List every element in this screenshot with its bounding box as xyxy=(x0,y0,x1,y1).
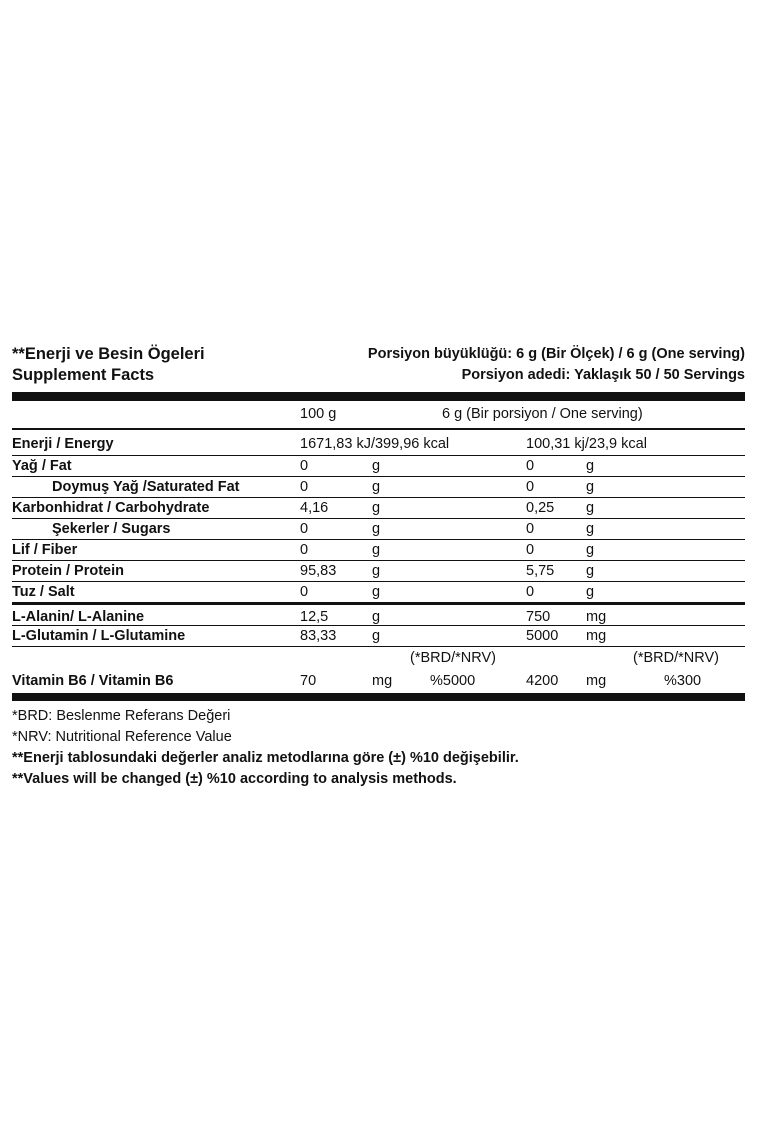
value-100g: 0 xyxy=(300,521,309,537)
nutrient-label: Yağ / Fat xyxy=(12,458,72,474)
nrv-header-serving: (*BRD/*NRV) xyxy=(633,650,719,666)
title-turkish: **Enerji ve Besin Ögeleri xyxy=(12,345,205,363)
nutrient-label: Protein / Protein xyxy=(12,563,124,579)
footnotes xyxy=(12,706,745,790)
serving-size: Porsiyon büyüklüğü: 6 g (Bir Ölçek) / 6 g (One serving) xyxy=(367,346,745,362)
unit-serving: g xyxy=(586,458,595,474)
nutrient-label: L-Glutamin / L-Glutamine xyxy=(12,628,186,644)
servings-per-container: Porsiyon adedi: Yaklaşık 50 / 50 Servings xyxy=(461,367,745,383)
nutrient-label: Lif / Fiber xyxy=(12,542,78,558)
energy-row xyxy=(12,430,745,456)
nutrient-label: Doymuş Yağ /Saturated Fat xyxy=(52,479,240,495)
nutrient-label: L-Alanin/ L-Alanine xyxy=(12,609,145,625)
value-100g: 0 xyxy=(300,458,309,474)
unit-100g: g xyxy=(372,628,381,644)
column-header-per-100g: 100 g xyxy=(300,406,337,422)
value-100g: 0 xyxy=(300,584,309,600)
bottom-divider-bar xyxy=(12,693,745,701)
value-serving: 0 xyxy=(526,458,535,474)
value-serving: 5,75 xyxy=(526,563,555,579)
energy-label: Enerji / Energy xyxy=(12,436,114,452)
column-header-per-serving: 6 g (Bir porsiyon / One serving) xyxy=(442,406,643,422)
value-100g: 4,16 xyxy=(300,500,329,516)
title-english: Supplement Facts xyxy=(12,366,155,384)
nrv-value-serving: %300 xyxy=(664,673,702,689)
value-serving: 0 xyxy=(526,521,535,537)
nrv-header-100g: (*BRD/*NRV) xyxy=(410,650,496,666)
header-titles xyxy=(12,344,205,386)
nutrient-row-fat xyxy=(12,456,745,477)
footnote-energy-tr: **Enerji tablosundaki değerler analiz metodlarına göre (±) %10 değişebilir. xyxy=(12,750,519,766)
unit-100g: g xyxy=(372,609,381,625)
value-serving: 0 xyxy=(526,584,535,600)
nutrient-row-fiber xyxy=(12,540,745,561)
unit-serving: mg xyxy=(586,609,607,625)
footnote-nrv: *NRV: Nutritional Reference Value xyxy=(12,729,232,745)
amino-row-alanine xyxy=(12,605,745,626)
amino-row-glutamine xyxy=(12,626,745,647)
energy-value-100g: 1671,83 kJ/399,96 kcal xyxy=(300,436,450,452)
vitamin-label: Vitamin B6 / Vitamin B6 xyxy=(12,673,174,689)
nutrient-label: Şekerler / Sugars xyxy=(52,521,171,537)
value-serving: 0 xyxy=(526,542,535,558)
unit-100g: g xyxy=(372,500,381,516)
unit-serving: g xyxy=(586,500,595,516)
unit-serving: mg xyxy=(586,628,607,644)
nutrient-row-protein xyxy=(12,561,745,582)
value-serving: 4200 xyxy=(526,673,559,689)
unit-100g: g xyxy=(372,521,381,537)
unit-serving: mg xyxy=(586,673,607,689)
value-serving: 0 xyxy=(526,479,535,495)
value-100g: 12,5 xyxy=(300,609,329,625)
top-divider-bar xyxy=(12,392,745,401)
supplement-facts-panel xyxy=(12,344,745,790)
column-header-row xyxy=(12,401,745,430)
nutrient-row-salt xyxy=(12,582,745,605)
unit-100g: g xyxy=(372,458,381,474)
footnote-brd: *BRD: Beslenme Referans Değeri xyxy=(12,708,231,724)
nutrient-row-sugars xyxy=(12,519,745,540)
serving-info xyxy=(368,344,745,386)
value-100g: 70 xyxy=(300,673,317,689)
nutrient-label: Karbonhidrat / Carbohydrate xyxy=(12,500,210,516)
value-100g: 0 xyxy=(300,479,309,495)
value-100g: 83,33 xyxy=(300,628,337,644)
energy-value-serving: 100,31 kj/23,9 kcal xyxy=(526,436,647,452)
nutrient-row-carbohydrate xyxy=(12,498,745,519)
vitamin-b6-row xyxy=(12,647,745,693)
panel-header xyxy=(12,344,745,392)
unit-100g: g xyxy=(372,542,381,558)
unit-serving: g xyxy=(586,542,595,558)
unit-100g: g xyxy=(372,563,381,579)
value-serving: 750 xyxy=(526,609,551,625)
nrv-value-100g: %5000 xyxy=(430,673,476,689)
unit-serving: g xyxy=(586,479,595,495)
unit-serving: g xyxy=(586,584,595,600)
unit-serving: g xyxy=(586,521,595,537)
unit-100g: g xyxy=(372,479,381,495)
nutrient-label: Tuz / Salt xyxy=(12,584,75,600)
unit-100g: g xyxy=(372,584,381,600)
unit-100g: mg xyxy=(372,673,393,689)
footnote-energy-en: **Values will be changed (±) %10 according to analysis methods. xyxy=(12,771,457,787)
value-serving: 0,25 xyxy=(526,500,555,516)
unit-serving: g xyxy=(586,563,595,579)
value-100g: 0 xyxy=(300,542,309,558)
nutrient-row-saturated-fat xyxy=(12,477,745,498)
value-serving: 5000 xyxy=(526,628,559,644)
value-100g: 95,83 xyxy=(300,563,337,579)
